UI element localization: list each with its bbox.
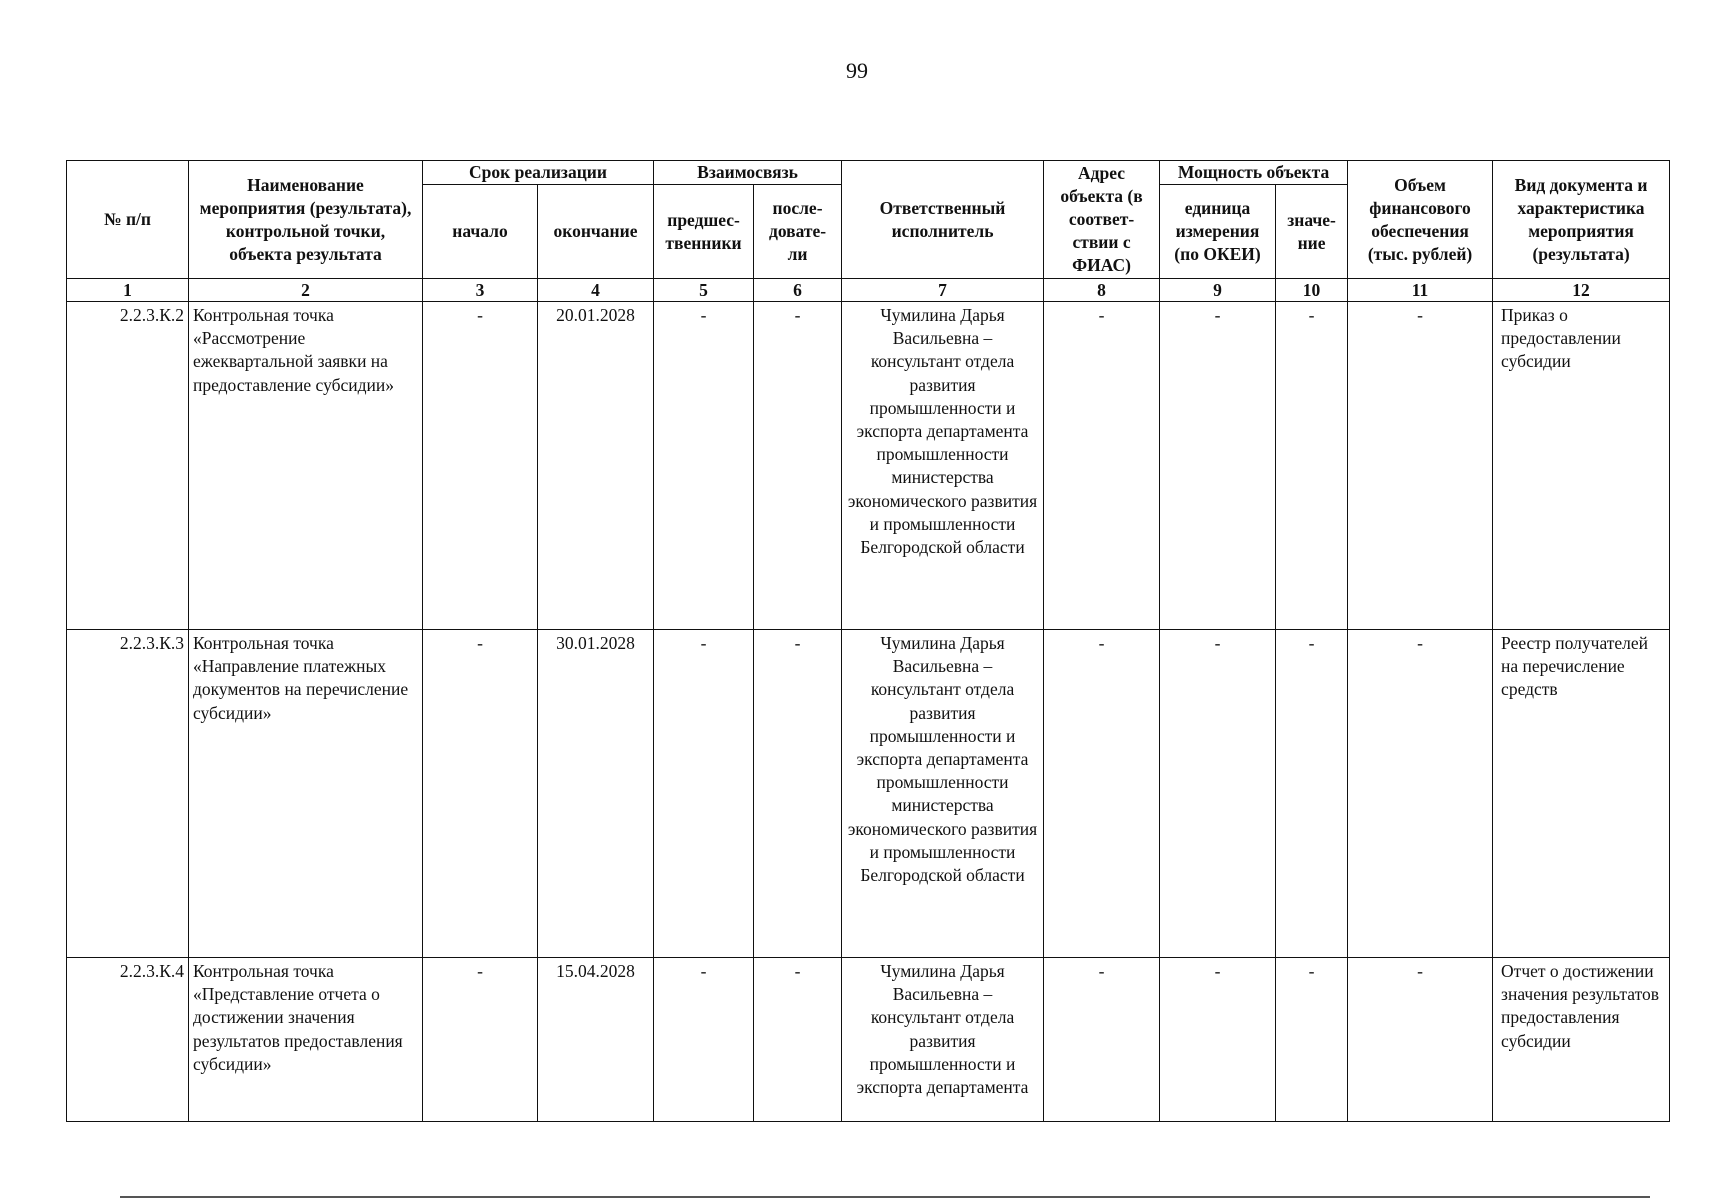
column-number: 4	[538, 279, 654, 302]
column-number: 7	[842, 279, 1044, 302]
header-predecessors: предшес- твенники	[654, 185, 754, 279]
table-row	[67, 958, 1670, 1122]
row-unit: -	[1160, 630, 1276, 958]
row-end: 30.01.2028	[538, 630, 654, 958]
header-start: начало	[423, 185, 538, 279]
column-number: 10	[1276, 279, 1348, 302]
column-number: 9	[1160, 279, 1276, 302]
row-name: Контрольная точка «Направление платежных документов на перечисление субсидии»	[189, 630, 423, 958]
row-finance: -	[1348, 630, 1493, 958]
header-executor: Ответственный исполнитель	[842, 161, 1044, 279]
column-number: 12	[1493, 279, 1670, 302]
row-document: Приказ о предоставлении субсидии	[1493, 302, 1670, 630]
column-number: 1	[67, 279, 189, 302]
row-document: Реестр получателей на перечисление средств	[1493, 630, 1670, 958]
column-number-row	[67, 279, 1670, 302]
row-name: Контрольная точка «Рассмотрение ежеквартальной заявки на предоставление субсидии»	[189, 302, 423, 630]
row-address: -	[1044, 302, 1160, 630]
row-end: 15.04.2028	[538, 958, 654, 1122]
row-number: 2.2.3.К.3	[67, 630, 189, 958]
page-bottom-divider	[120, 1196, 1650, 1198]
table-row	[67, 302, 1670, 630]
page-number: 99	[846, 58, 868, 83]
column-number: 6	[754, 279, 842, 302]
column-number: 11	[1348, 279, 1493, 302]
header-document: Вид документа и характеристика мероприятия (результата)	[1493, 161, 1670, 279]
header-name: Наименование мероприятия (результата), контрольной точки, объекта результата	[189, 161, 423, 279]
row-finance: -	[1348, 302, 1493, 630]
row-executor: Чумилина Дарья Васильевна – консультант отдела развития промышленности и экспорта департамента промышленности министерства экономического развития и промышленности Белгородской области	[842, 630, 1044, 958]
header-unit: единица измерения (по ОКЕИ)	[1160, 185, 1276, 279]
row-number: 2.2.3.К.4	[67, 958, 189, 1122]
row-finance: -	[1348, 958, 1493, 1122]
header-term-group: Срок реализации	[423, 161, 654, 185]
row-end: 20.01.2028	[538, 302, 654, 630]
row-name: Контрольная точка «Представление отчета о достижении значения результатов предоставления субсидии»	[189, 958, 423, 1122]
row-start: -	[423, 302, 538, 630]
row-predecessors: -	[654, 302, 754, 630]
row-start: -	[423, 958, 538, 1122]
row-unit: -	[1160, 958, 1276, 1122]
header-value: значе- ние	[1276, 185, 1348, 279]
row-start: -	[423, 630, 538, 958]
header-end: окончание	[538, 185, 654, 279]
plan-table	[66, 160, 1670, 1122]
row-successors: -	[754, 958, 842, 1122]
header-link-group: Взаимосвязь	[654, 161, 842, 185]
row-value: -	[1276, 958, 1348, 1122]
header-successors: после- довате- ли	[754, 185, 842, 279]
row-executor: Чумилина Дарья Васильевна – консультант отдела развития промышленности и экспорта департамента	[842, 958, 1044, 1122]
row-predecessors: -	[654, 630, 754, 958]
header-capacity-group: Мощность объекта	[1160, 161, 1348, 185]
row-document: Отчет о достижении значения результатов предоставления субсидии	[1493, 958, 1670, 1122]
header-row-1	[67, 161, 1670, 185]
table-row	[67, 630, 1670, 958]
row-address: -	[1044, 958, 1160, 1122]
column-number: 5	[654, 279, 754, 302]
row-value: -	[1276, 302, 1348, 630]
row-successors: -	[754, 302, 842, 630]
header-address: Адрес объекта (в соответ- ствии с ФИАС)	[1044, 161, 1160, 279]
row-executor: Чумилина Дарья Васильевна – консультант отдела развития промышленности и экспорта департамента промышленности министерства экономического развития и промышленности Белгородской области	[842, 302, 1044, 630]
column-number: 3	[423, 279, 538, 302]
row-address: -	[1044, 630, 1160, 958]
row-predecessors: -	[654, 958, 754, 1122]
row-value: -	[1276, 630, 1348, 958]
header-no: № п/п	[67, 161, 189, 279]
row-number: 2.2.3.К.2	[67, 302, 189, 630]
column-number: 8	[1044, 279, 1160, 302]
column-number: 2	[189, 279, 423, 302]
row-successors: -	[754, 630, 842, 958]
header-finance: Объем финансового обеспечения (тыс. рублей)	[1348, 161, 1493, 279]
row-unit: -	[1160, 302, 1276, 630]
